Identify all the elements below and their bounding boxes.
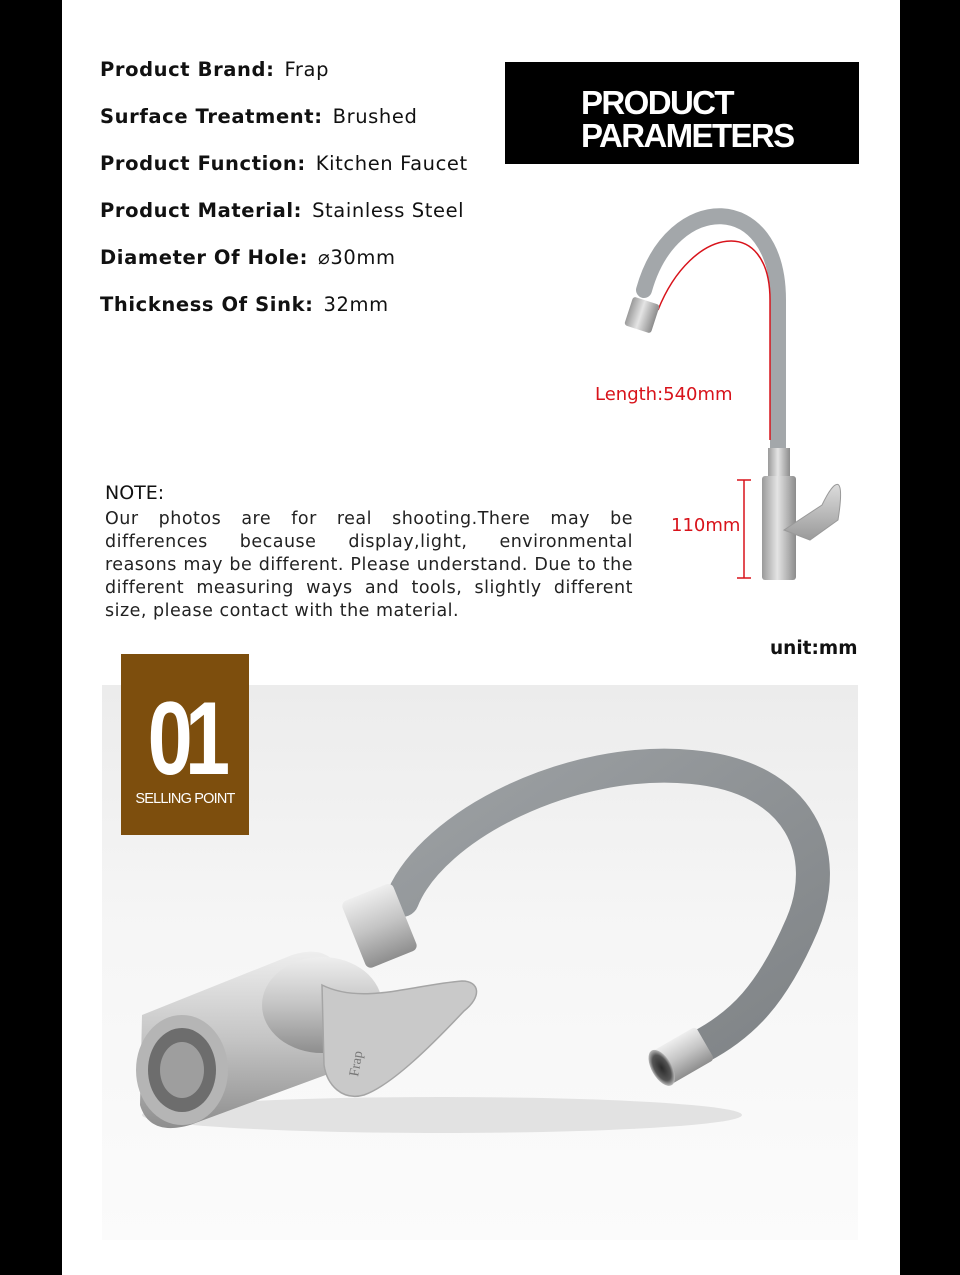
spec-value: Frap [284, 58, 330, 81]
product-parameters-page [62, 0, 900, 1275]
brand-engraving: Frap [347, 1049, 367, 1078]
note-text: Our photos are for real shooting.There may be differences because display,light, environmental reasons may be different. Please understand. Due to the different measuring ways and tools, slightly different size, please contact with the material. [105, 509, 633, 621]
height-dimension-label: 110mm [671, 515, 741, 536]
note-block [105, 480, 633, 623]
badge-number: 01 [147, 681, 223, 797]
spec-value: Kitchen Faucet [315, 152, 468, 175]
spec-value: Stainless Steel [312, 199, 465, 222]
note-title: NOTE: [105, 482, 165, 504]
selling-point-badge [121, 654, 249, 835]
lever-handle [322, 981, 477, 1096]
spec-label: Thickness Of Sink: [100, 293, 314, 316]
badge-label: SELLING POINT [135, 791, 235, 807]
spec-label: Product Brand: [100, 58, 275, 81]
unit-label: unit:mm [770, 638, 858, 659]
diagram-spout-tip [624, 296, 660, 333]
length-measure-line [658, 241, 770, 440]
diagram-hose [644, 216, 778, 462]
diagram-neck [768, 448, 790, 478]
spec-label: Surface Treatment: [100, 105, 323, 128]
banner-line-1: PRODUCT [581, 84, 733, 121]
spec-value: ⌀30mm [318, 246, 396, 269]
body-base-thread [160, 1042, 204, 1098]
spec-label: Diameter Of Hole: [100, 246, 308, 269]
length-dimension-label: Length:540mm [595, 384, 733, 405]
spec-label: Product Function: [100, 152, 306, 175]
banner-line-2: PARAMETERS [581, 117, 794, 154]
spec-value: 32mm [323, 293, 389, 316]
spec-label: Product Material: [100, 199, 303, 222]
spec-value: Brushed [332, 105, 418, 128]
